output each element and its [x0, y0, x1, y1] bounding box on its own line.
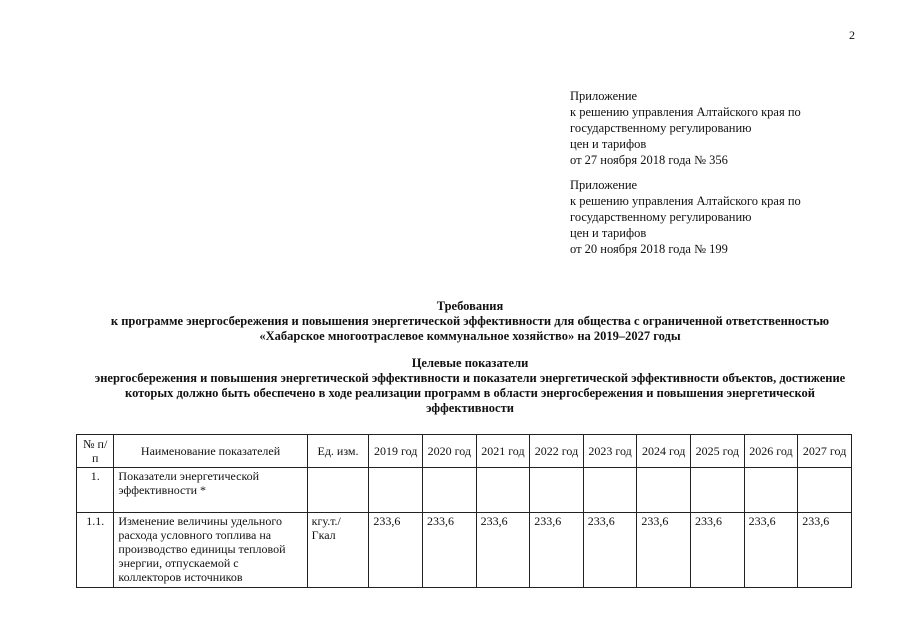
heading-line: которых должно быть обеспечено в ходе реализации программ в области энергосбережения и повышения энергетической эффективности	[125, 386, 815, 415]
targets-title: Целевые показатели	[411, 356, 529, 370]
appendix-block-1	[570, 88, 870, 168]
appendix-line: цен и тарифов	[570, 226, 647, 240]
appendix-line: Приложение	[570, 89, 638, 103]
col-header-year: 2020 год	[422, 435, 476, 468]
row-value: 233,6	[369, 513, 423, 588]
row-unit: кгу.т./ Гкал	[307, 513, 369, 588]
col-header-year: 2021 год	[476, 435, 530, 468]
targets-heading	[40, 356, 900, 416]
row-value	[691, 468, 745, 513]
col-header-unit: Ед. изм.	[307, 435, 369, 468]
appendix-line: государственному регулированию	[570, 121, 752, 135]
col-header-num: № п/п	[77, 435, 114, 468]
row-value	[744, 468, 798, 513]
col-header-year: 2025 год	[691, 435, 745, 468]
row-value	[583, 468, 637, 513]
heading-line: Требования	[436, 299, 504, 313]
row-value: 233,6	[744, 513, 798, 588]
row-value: 233,6	[422, 513, 476, 588]
row-unit	[307, 468, 369, 513]
page-number: 2	[849, 28, 855, 42]
appendix-line: к решению управления Алтайского края по	[570, 105, 801, 119]
heading-line: к программе энергосбережения и повышения энергетической эффективности для общества с ограниченной ответственностью	[110, 314, 830, 328]
appendix-line: к решению управления Алтайского края по	[570, 194, 801, 208]
col-header-year: 2022 год	[530, 435, 584, 468]
requirements-heading	[40, 299, 900, 344]
appendix-line: цен и тарифов	[570, 137, 647, 151]
row-value: 233,6	[637, 513, 691, 588]
row-value	[530, 468, 584, 513]
table-row	[77, 468, 852, 513]
appendix-line: Приложение	[570, 178, 638, 192]
row-value: 233,6	[476, 513, 530, 588]
col-header-year: 2024 год	[637, 435, 691, 468]
row-value: 233,6	[583, 513, 637, 588]
row-value	[637, 468, 691, 513]
heading-line: энергосбережения и повышения энергетической эффективности и показатели энергетической эффективности объектов, достижение	[94, 371, 846, 385]
row-value	[798, 468, 852, 513]
row-value: 233,6	[798, 513, 852, 588]
table-header-row	[77, 435, 852, 468]
col-header-year: 2026 год	[744, 435, 798, 468]
col-header-name: Наименование показателей	[114, 435, 307, 468]
row-num: 1.	[77, 468, 114, 513]
col-header-year: 2023 год	[583, 435, 637, 468]
row-value	[369, 468, 423, 513]
row-num: 1.1.	[77, 513, 114, 588]
col-header-year: 2019 год	[369, 435, 423, 468]
appendix-line: от 27 ноября 2018 года № 356	[570, 153, 728, 167]
col-header-year: 2027 год	[798, 435, 852, 468]
appendix-block-2	[570, 177, 870, 257]
appendix-line: государственному регулированию	[570, 210, 752, 224]
table-row	[77, 513, 852, 588]
row-value	[422, 468, 476, 513]
row-value: 233,6	[530, 513, 584, 588]
heading-line: «Хабарское многоотраслевое коммунальное хозяйство» на 2019–2027 годы	[259, 329, 681, 343]
row-name: Изменение величины удельного расхода условного топлива на производство единицы тепловой энергии, отпускаемой с коллекторов источников	[114, 513, 307, 588]
appendix-line: от 20 ноября 2018 года № 199	[570, 242, 728, 256]
row-name: Показатели энергетической эффективности *	[114, 468, 307, 513]
row-value	[476, 468, 530, 513]
indicators-table	[76, 434, 852, 588]
row-value: 233,6	[691, 513, 745, 588]
